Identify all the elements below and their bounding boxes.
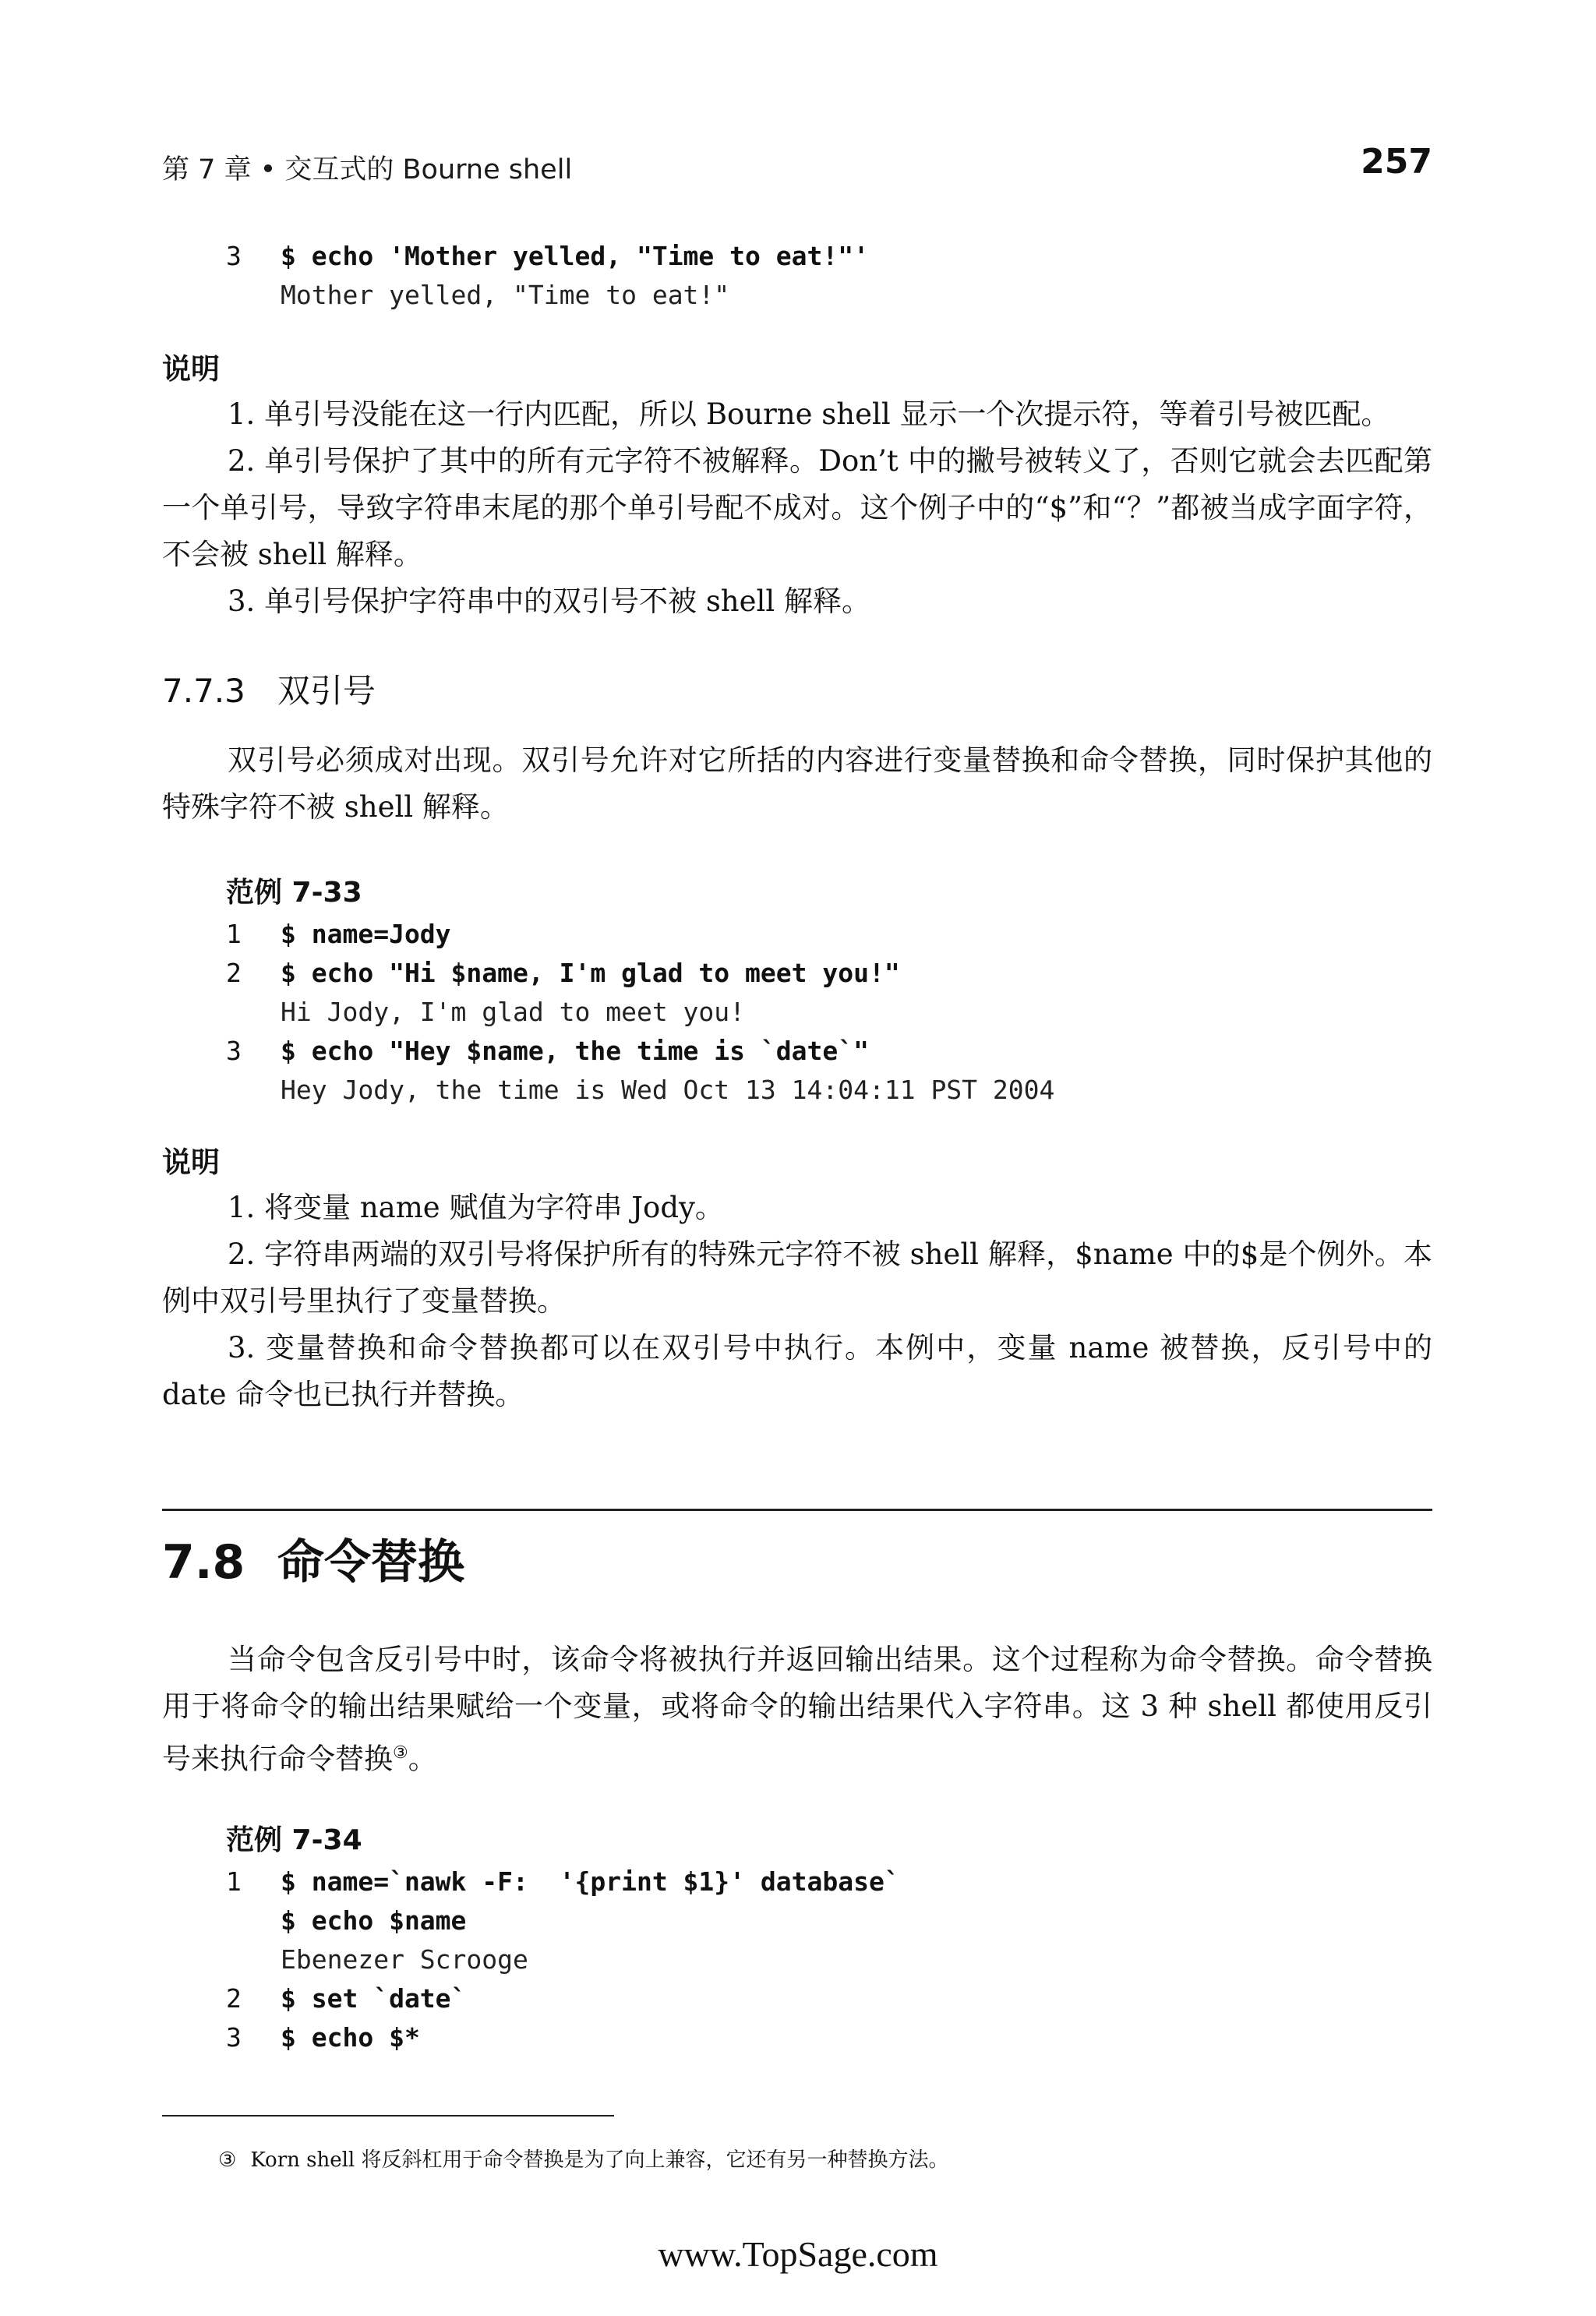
note-paragraph: 2. 字符串两端的双引号将保护所有的特殊元字符不被 shell 解释，$name 中的$是个例外。本例中双引号里执行了变量替换。 <box>162 1237 1432 1318</box>
code-line <box>162 1071 1432 1110</box>
subsection-intro: 双引号必须成对出现。双引号允许对它所括的内容进行变量替换和命令替换，同时保护其他的特殊字符不被 shell 解释。 <box>162 743 1432 824</box>
code-line <box>162 1979 1432 2018</box>
subsection-7-7-3 <box>162 664 1432 831</box>
code-command: $ set `date` <box>281 1983 467 2014</box>
subsection-heading <box>162 664 1432 718</box>
note-paragraph: 1. 将变量 name 赋值为字符串 Jody。 <box>228 1191 724 1224</box>
line-number: 1 <box>226 1866 242 1897</box>
code-command: $ echo "Hi $name, I'm glad to meet you!" <box>281 958 900 988</box>
line-number: 3 <box>226 2022 242 2053</box>
note-paragraph: 3. 变量替换和命令替换都可以在双引号中执行。本例中，变量 name 被替换，反引号中的 date 命令也已执行并替换。 <box>162 1331 1432 1411</box>
note-paragraph: 2. 单引号保护了其中的所有元字符不被解释。Don’t 中的撇号被转义了，否则它就会去匹配第一个单引号，导致字符串末尾的那个单引号配不成对。这个例子中的“$”和“？”都被当成字面字符，不会被 shell 解释。 <box>162 444 1432 571</box>
top-code-block <box>162 237 1432 315</box>
note-paragraph: 3. 单引号保护字符串中的双引号不被 shell 解释。 <box>228 584 870 618</box>
note-paragraph: 1. 单引号没能在这一行内匹配，所以 Bourne shell 显示一个次提示符，等着引号被匹配。 <box>228 397 1390 431</box>
note-label: 说明 <box>162 1146 220 1179</box>
running-header <box>162 142 1432 189</box>
code-command: $ echo $* <box>281 2022 420 2053</box>
section-intro-end: 。 <box>408 1742 437 1776</box>
footnote-ref[interactable]: ③ <box>393 1743 408 1763</box>
line-number: 3 <box>226 1036 242 1066</box>
section-number: 7.8 <box>162 1535 245 1590</box>
line-number: 1 <box>226 919 242 949</box>
code-output: Hi Jody, I'm glad to meet you! <box>281 997 746 1027</box>
page-number: 257 <box>1361 142 1432 182</box>
code-command: $ echo 'Mother yelled, "Time to eat!"' <box>281 241 869 271</box>
footnote-text: Korn shell 将反斜杠用于命令替换是为了向上兼容，它还有另一种替换方法。 <box>250 2148 949 2172</box>
footnote <box>218 2145 1387 2176</box>
section-heading <box>162 1527 1432 1598</box>
example-7-34 <box>162 1819 1432 2057</box>
code-line <box>162 1032 1432 1071</box>
section-intro-block <box>162 1636 1432 1782</box>
code-command: $ name=`nawk -F: '{print $1}' database` <box>281 1866 900 1897</box>
site-footer: www.TopSage.com <box>658 2234 938 2274</box>
code-line <box>162 993 1432 1032</box>
footnote-mark: ③ <box>218 2148 237 2172</box>
section-intro-text: 当命令包含反引号中时，该命令将被执行并返回输出结果。这个过程称为命令替换。命令替换用于将命令的输出结果赋给一个变量，或将命令的输出结果代入字符串。这 3 种 shell 都使用反引号来执行命令替换 <box>162 1643 1432 1776</box>
code-command: $ name=Jody <box>281 919 451 949</box>
code-output: Hey Jody, the time is Wed Oct 13 14:04:11 PST 2004 <box>281 1075 1055 1105</box>
section-intro <box>162 1636 1432 1782</box>
code-line <box>162 954 1432 993</box>
line-number: 2 <box>226 1983 242 2014</box>
note-label: 说明 <box>162 352 220 386</box>
example-label: 范例 7-34 <box>226 1824 362 1856</box>
line-number: 2 <box>226 958 242 988</box>
code-command: $ echo "Hey $name, the time is `date`" <box>281 1036 869 1066</box>
code-line <box>162 276 1432 315</box>
code-output: Mother yelled, "Time to eat!" <box>281 280 730 310</box>
example-7-33 <box>162 871 1432 1110</box>
chapter-header-title: 第 7 章 • 交互式的 Bourne shell <box>162 154 573 185</box>
code-line <box>162 915 1432 954</box>
code-output: Ebenezer Scrooge <box>281 1944 528 1975</box>
footnote-divider <box>162 2115 614 2117</box>
section-title: 命令替换 <box>277 1535 464 1590</box>
note-block <box>162 1141 1432 1418</box>
code-line <box>162 2018 1432 2057</box>
example-label: 范例 7-33 <box>226 877 362 909</box>
code-line <box>162 1862 1432 1901</box>
code-line <box>162 237 1432 276</box>
code-command: $ echo $name <box>281 1905 467 1936</box>
note-block <box>162 348 1432 625</box>
subsection-title: 双引号 <box>277 672 376 710</box>
subsection-number: 7.7.3 <box>162 672 245 710</box>
line-number: 3 <box>226 241 242 271</box>
code-line <box>162 1901 1432 1940</box>
section-divider <box>162 1509 1432 1511</box>
code-line <box>162 1940 1432 1979</box>
